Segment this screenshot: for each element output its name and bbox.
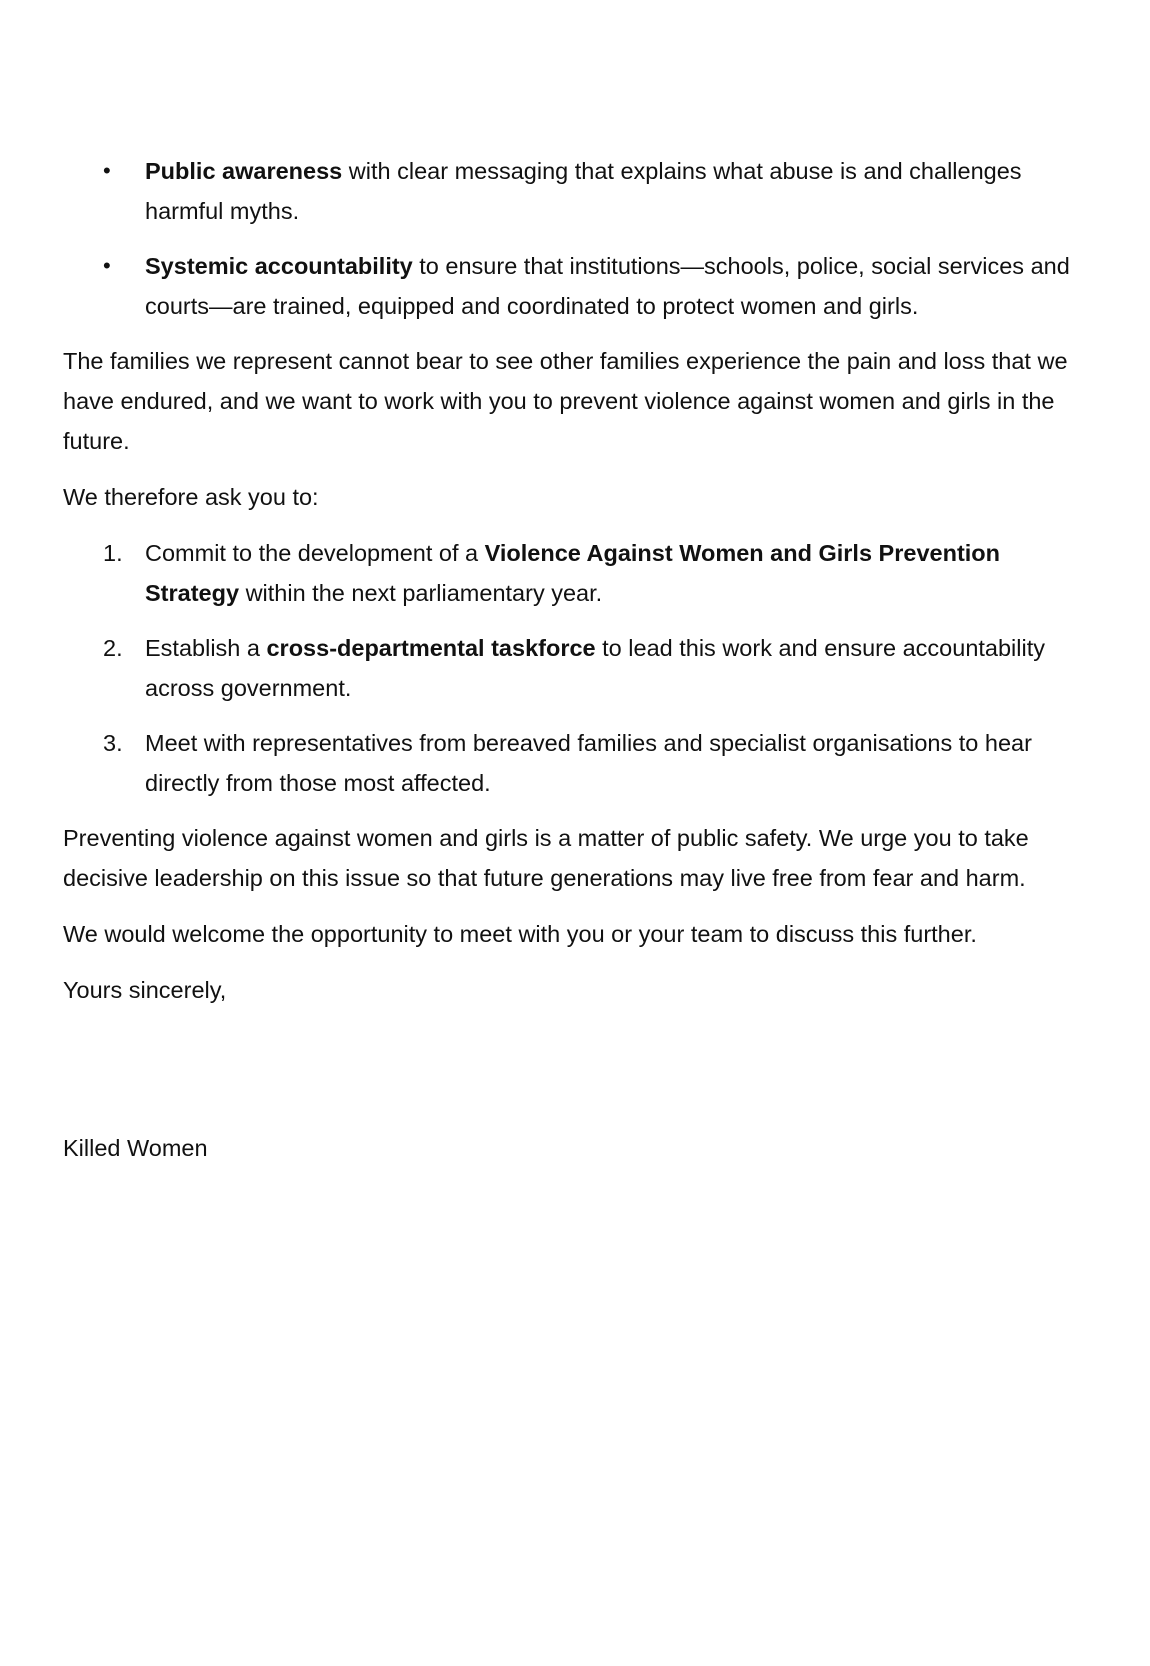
letter-page (63, 151, 1093, 1184)
ask-bold: Violence Against Women and Girls Prevention Strategy (145, 540, 1001, 606)
ask-after: within the next parliamentary year. (239, 580, 603, 606)
ask-after: to lead this work and ensure accountability across government. (145, 635, 1045, 701)
ask-list (63, 533, 1093, 803)
bullet-item (63, 246, 1093, 326)
bullet-icon: • (103, 253, 111, 278)
bullet-item (63, 151, 1093, 231)
paragraph-families: The families we represent cannot bear to see other families experience the pain and loss that we have endured, and we want to work with you to prevent violence against women and girls in the future. (63, 348, 1068, 454)
paragraph-welcome: We would welcome the opportunity to meet with you or your team to discuss this further. (63, 921, 977, 947)
bullet-bold: Systemic accountability (145, 253, 413, 279)
ask-before: Commit to the development of a (145, 540, 485, 566)
bullet-bold: Public awareness (145, 158, 343, 184)
ask-number: 3. (103, 730, 123, 756)
ask-item (63, 723, 1093, 803)
signature-space (63, 1026, 1093, 1128)
bullet-list (63, 151, 1093, 326)
closing: Yours sincerely, (63, 977, 227, 1003)
ask-number: 2. (103, 635, 123, 661)
ask-before: Meet with representatives from bereaved families and specialist organisations to hear directly from those most affected. (145, 730, 1032, 796)
bullet-text: to ensure that institutions—schools, police, social services and courts—are trained, equipped and coordinated to protect women and girls. (145, 253, 1070, 319)
ask-item (63, 628, 1093, 708)
bullet-icon: • (103, 158, 111, 183)
signatory: Killed Women (63, 1135, 208, 1161)
bullet-text: with clear messaging that explains what abuse is and challenges harmful myths. (145, 158, 1022, 224)
ask-item (63, 533, 1093, 613)
ask-bold: cross-departmental taskforce (266, 635, 596, 661)
paragraph-ask-intro: We therefore ask you to: (63, 484, 319, 510)
paragraph-preventing: Preventing violence against women and girls is a matter of public safety. We urge you to take decisive leadership on this issue so that future generations may live free from fear and harm. (63, 825, 1029, 891)
ask-number: 1. (103, 540, 123, 566)
ask-before: Establish a (145, 635, 267, 661)
